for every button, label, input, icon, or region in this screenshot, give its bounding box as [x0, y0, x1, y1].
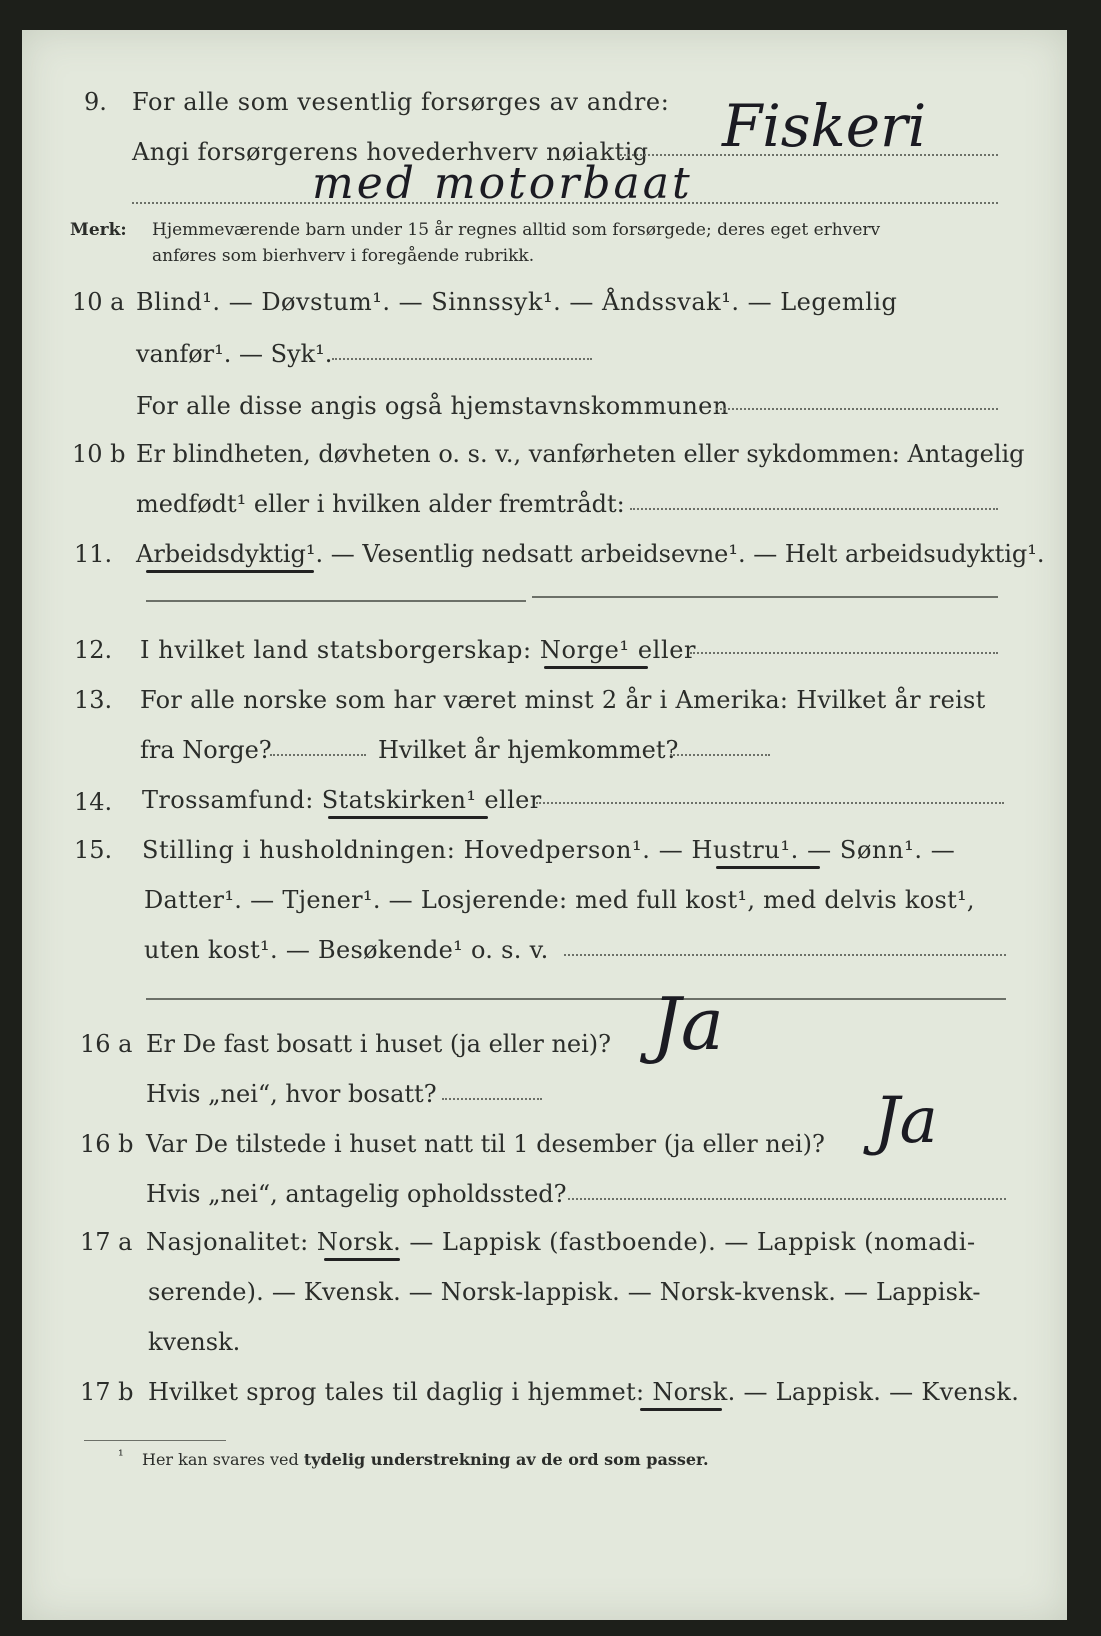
q12-answer-line [690, 652, 998, 654]
footnote-rule [84, 1440, 226, 1441]
q15-answer-line [564, 954, 1006, 956]
q13-line2a: fra Norge? [140, 736, 272, 764]
q15-underline-hustru [716, 866, 820, 869]
q15-line1: Stilling i husholdningen: Hovedperson¹. — Hustru¹. — Sønn¹. — [142, 836, 956, 864]
q17b-underline-norsk [640, 1408, 722, 1411]
q9-line1: For alle som vesentlig forsørges av andre: [132, 88, 670, 116]
q16b-answer-line [568, 1198, 1006, 1200]
merk-line2: anføres som bierhverv i foregående rubrikk. [152, 246, 535, 266]
q10b-answer-line [630, 508, 998, 510]
q10a-number: 10 a [72, 288, 125, 316]
q13-hjemkommet-line [670, 754, 770, 756]
q17b-line1: Hvilket sprog tales til daglig i hjemmet: Norsk. — Lappisk. — Kvensk. [148, 1378, 1020, 1406]
q13-line2b: Hvilket år hjemkommet? [378, 736, 679, 764]
q17a-line1: Nasjonalitet: Norsk. — Lappisk (fastboende). — Lappisk (nomadi- [146, 1228, 976, 1256]
q17a-line3: kvensk. [148, 1328, 241, 1356]
q10a-line1: Blind¹. — Døvstum¹. — Sinnssyk¹. — Åndssvak¹. — Legemlig [136, 288, 898, 316]
q13-number: 13. [74, 686, 113, 714]
census-form-sheet [22, 30, 1067, 1620]
q11-line1: Arbeidsdyktig¹. — Vesentlig nedsatt arbeidsevne¹. — Helt arbeidsudyktig¹. [136, 540, 1045, 568]
q16a-handwritten-answer: Ja [652, 982, 724, 1066]
q15-number: 15. [74, 836, 113, 864]
q16b-line1: Var De tilstede i huset natt til 1 desember (ja eller nei)? [146, 1130, 825, 1158]
q16a-number: 16 a [80, 1030, 133, 1058]
q17a-number: 17 a [80, 1228, 133, 1256]
footnote-marker: ¹ [118, 1448, 124, 1464]
q10a-hjemstavn-line [716, 408, 998, 410]
q10a-line2: vanfør¹. — Syk¹. [136, 340, 333, 368]
q11-answer-line-right [532, 596, 998, 598]
q9-number: 9. [84, 88, 107, 116]
q17b-number: 17 b [80, 1378, 134, 1406]
q15-line2: Datter¹. — Tjener¹. — Losjerende: med full kost¹, med delvis kost¹, [144, 886, 975, 914]
footnote-text-plain: Her kan svares ved [142, 1450, 299, 1469]
q10b-line1: Er blindheten, døvheten o. s. v., vanførheten eller sykdommen: Antagelig [136, 440, 1025, 468]
q16a-bosatt-line [442, 1098, 542, 1100]
q10a-line3: For alle disse angis også hjemstavnskommunen [136, 392, 729, 420]
q10a-syk-line [332, 358, 592, 360]
q12-line1: I hvilket land statsborgerskap: Norge¹ eller [140, 636, 697, 664]
q14-line1: Trossamfund: Statskirken¹ eller [142, 786, 542, 814]
q16b-number: 16 b [80, 1130, 134, 1158]
q11-answer-line-left [146, 600, 526, 602]
q9-line2: Angi forsørgerens hovederhverv nøiaktig [132, 138, 649, 166]
q17a-underline-norsk [324, 1258, 400, 1261]
q9-handwritten-answer-1: Fiskeri [722, 92, 927, 160]
footnote-text [142, 1450, 709, 1469]
q13-reist-line [270, 754, 366, 756]
q16b-handwritten-answer: Ja [874, 1084, 938, 1158]
q10b-number: 10 b [72, 440, 126, 468]
q16a-line2: Hvis „nei“, hvor bosatt? [146, 1080, 437, 1108]
q12-number: 12. [74, 636, 113, 664]
merk-line1: Hjemmeværende barn under 15 år regnes alltid som forsørgede; deres eget erhverv [152, 220, 881, 240]
merk-label: Merk: [70, 220, 127, 240]
q17a-line2: serende). — Kvensk. — Norsk-lappisk. — Norsk-kvensk. — Lappisk- [148, 1278, 981, 1306]
q11-number: 11. [74, 540, 113, 568]
q15-answer-line-2 [146, 998, 1006, 1000]
q12-underline-norge [544, 666, 648, 669]
q10b-line2: medfødt¹ eller i hvilken alder fremtrådt: [136, 490, 625, 518]
q11-underline-arbeidsdyktig [146, 570, 314, 573]
q16a-line1: Er De fast bosatt i huset (ja eller nei)? [146, 1030, 612, 1058]
q9-handwritten-answer-2: med motorbaat [312, 158, 693, 209]
q14-number: 14. [74, 788, 113, 816]
q14-underline-statskirken [328, 816, 488, 819]
q13-line1: For alle norske som har været minst 2 år i Amerika: Hvilket år reist [140, 686, 986, 714]
q16b-line2: Hvis „nei“, antagelig opholdssted? [146, 1180, 567, 1208]
q14-answer-line [536, 802, 1004, 804]
q15-line3: uten kost¹. — Besøkende¹ o. s. v. [144, 936, 549, 964]
footnote-text-bold: tydelig understrekning av de ord som passer. [303, 1450, 709, 1469]
